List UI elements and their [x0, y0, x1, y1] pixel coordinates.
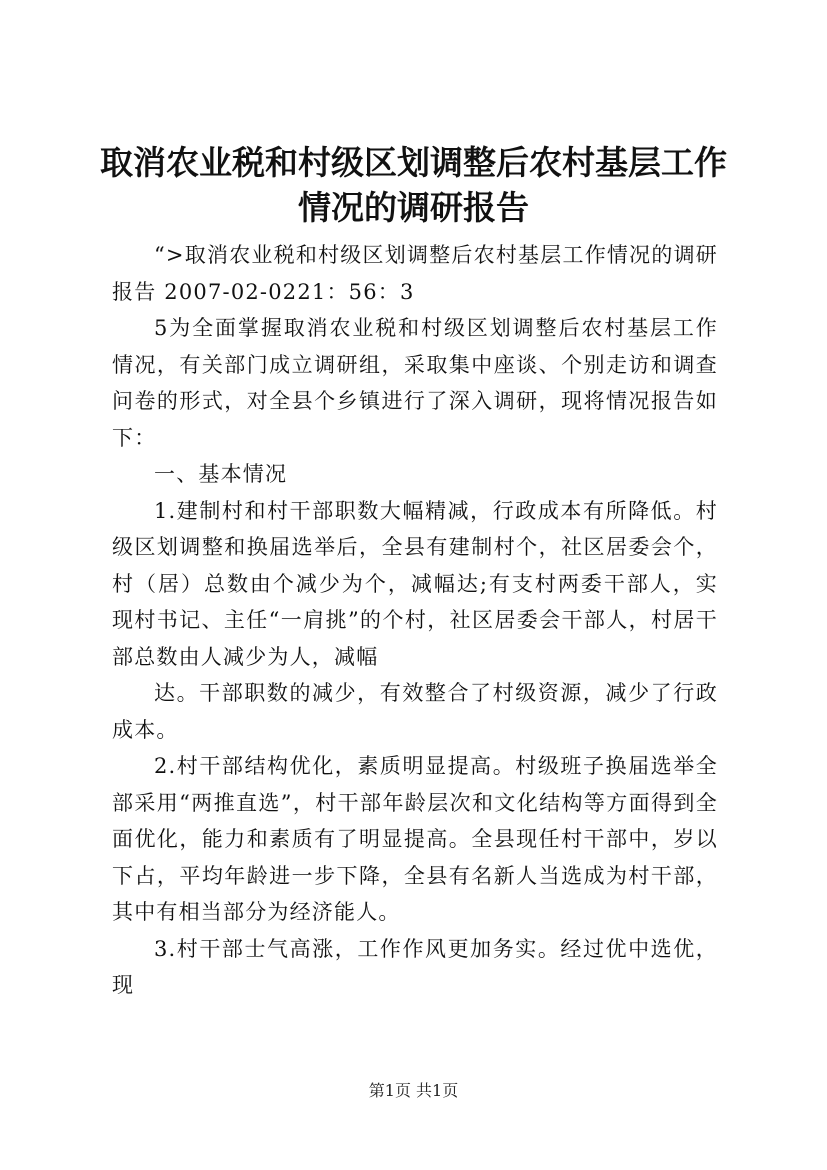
paragraph-source-line: “>取消农业税和村级区划调整后农村基层工作情况的调研报告 2007-02-0221：56：3 — [112, 243, 718, 304]
document-body — [112, 237, 718, 1004]
paragraph-point-1-continued: 达。干部职数的减少，有效整合了村级资源，减少了行政成本。 — [112, 681, 718, 742]
page-number-footer: 第1页 共1页 — [368, 1081, 459, 1100]
paragraph-point-3: 3.村干部士气高涨，工作作风更加务实。经过优中选优，现 — [112, 936, 718, 997]
section-heading-basic-situation: 一、基本情况 — [154, 462, 288, 486]
paragraph-point-1: 1.建制村和村干部职数大幅精减，行政成本有所降低。村级区划调整和换届选举后，全县有建制村个，社区居委会个，村（居）总数由个减少为个，减幅达;有支村两委干部人，实现村书记、主任“一肩挑”的个村，社区居委会干部人，村居干部总数由人减少为人，减幅 — [112, 498, 718, 669]
paragraph-point-2: 2.村干部结构优化，素质明显提高。村级班子换届选举全部采用“两推直选”，村干部年龄层次和文化结构等方面得到全面优化，能力和素质有了明显提高。全县现任村干部中，岁以下占，平均年龄进一步下降，全县有名新人当选成为村干部，其中有相当部分为经济能人。 — [112, 754, 718, 924]
document-title: 取消农业税和村级区划调整后农村基层工作情况的调研报告 — [100, 143, 727, 227]
paragraph-intro: 5为全面掌握取消农业税和村级区划调整后农村基层工作情况，有关部门成立调研组，采取集中座谈、个别走访和调查问卷的形式，对全县个乡镇进行了深入调研，现将情况报告如下： — [112, 316, 718, 450]
